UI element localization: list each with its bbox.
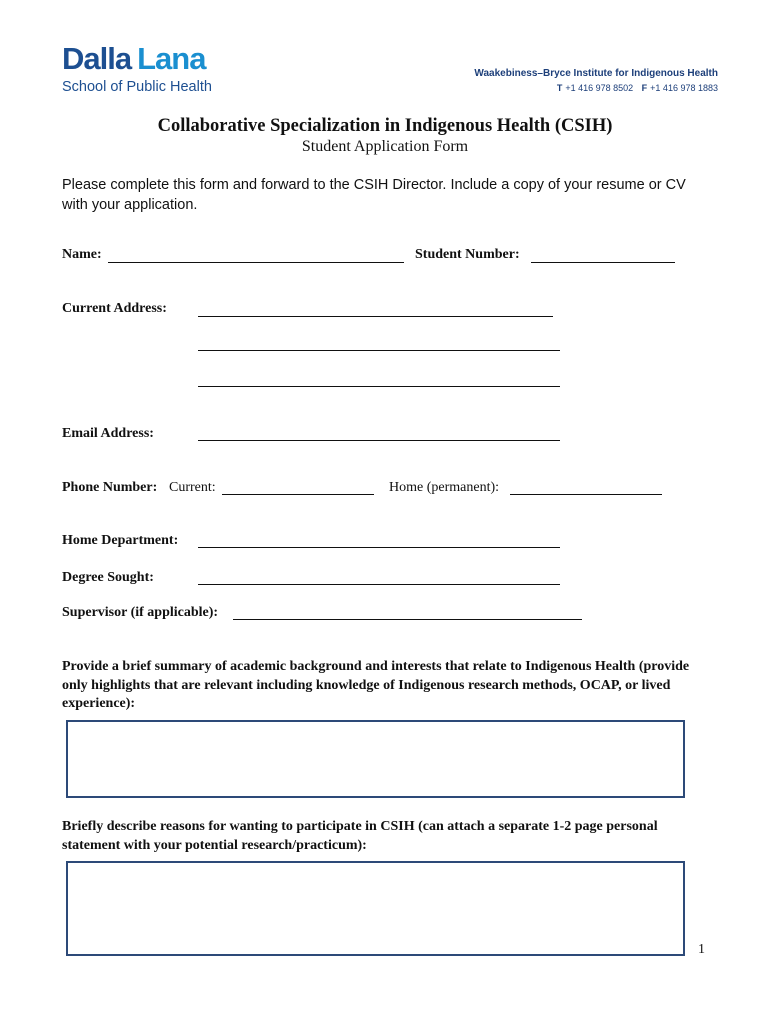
degree-field[interactable] xyxy=(198,584,560,585)
summary-prompt: Provide a brief summary of academic background and interests that relate to Indigenous Health (provide only highlights that are relevant including knowledge of Indigenous research methods, OCAP, or lived experience): xyxy=(62,659,690,711)
logo-word-lana: Lana xyxy=(137,41,206,76)
student-number-field[interactable] xyxy=(531,262,675,263)
address-line-1-field[interactable] xyxy=(198,316,553,317)
logo-word-dalla: Dalla xyxy=(62,41,132,76)
institute-name: Waakebiness–Bryce Institute for Indigenous Health xyxy=(474,68,718,79)
phone-home-field[interactable] xyxy=(510,494,662,495)
institute-phone: +1 416 978 8502 xyxy=(565,83,634,93)
email-label: Email Address: xyxy=(62,426,154,441)
fax-letter: F xyxy=(641,83,648,93)
home-department-label: Home Department: xyxy=(62,533,179,548)
home-department-field[interactable] xyxy=(198,547,560,548)
student-number-label: Student Number: xyxy=(415,247,520,262)
summary-textbox[interactable] xyxy=(66,720,685,798)
degree-label: Degree Sought: xyxy=(62,570,154,585)
institute-contact xyxy=(557,83,718,93)
address-line-3-field[interactable] xyxy=(198,386,560,387)
dalla-lana-logo xyxy=(62,42,205,76)
phone-letter: T xyxy=(556,83,563,93)
logo-school-name: School of Public Health xyxy=(62,79,212,95)
reasons-prompt: Briefly describe reasons for wanting to participate in CSIH (can attach a separate 1-2 page personal statement with your potential research/practicum): xyxy=(62,819,658,853)
supervisor-label: Supervisor (if applicable): xyxy=(62,605,219,620)
page-number: 1 xyxy=(698,942,705,957)
name-field[interactable] xyxy=(108,262,404,263)
address-line-2-field[interactable] xyxy=(198,350,560,351)
reasons-textbox[interactable] xyxy=(66,861,685,956)
form-instructions: Please complete this form and forward to the CSIH Director. Include a copy of your resume or CV with your application. xyxy=(62,177,686,213)
institute-fax: +1 416 978 1883 xyxy=(650,83,718,93)
phone-label: Phone Number: xyxy=(62,480,158,495)
supervisor-field[interactable] xyxy=(233,619,582,620)
form-subtitle: Student Application Form xyxy=(301,138,469,155)
phone-current-label: Current: xyxy=(169,480,216,495)
current-address-label: Current Address: xyxy=(62,301,167,316)
email-field[interactable] xyxy=(198,440,560,441)
phone-home-label: Home (permanent): xyxy=(389,480,500,495)
phone-current-field[interactable] xyxy=(222,494,374,495)
name-label: Name: xyxy=(62,247,102,262)
form-title: Collaborative Specialization in Indigenous Health (CSIH) xyxy=(157,116,613,136)
